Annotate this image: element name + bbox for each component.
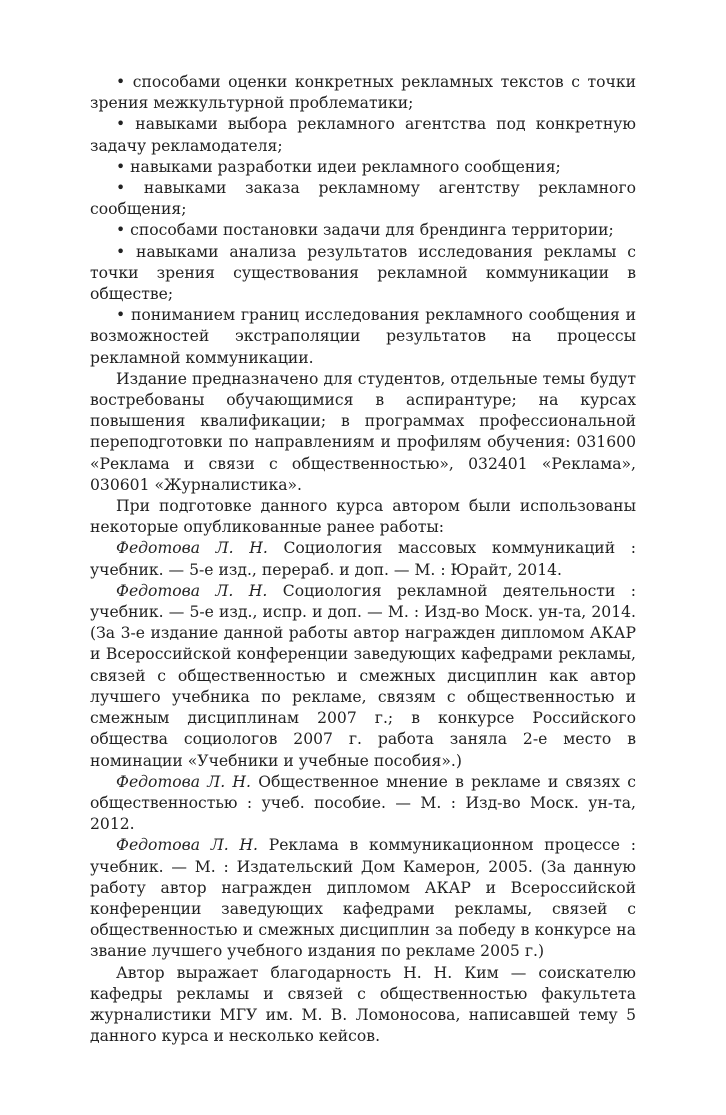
reference-entry: Федотова Л. Н. Социология массовых коммуникаций : учебник. — 5-е изд., перераб. и доп. — М. : Юрайт, 2014. (90, 539, 636, 579)
reference-author: Федотова Л. Н. (116, 836, 258, 855)
body-paragraph: При подготовке данного курса автором были использованы некоторые опубликованные ранее работы: (90, 497, 636, 537)
reference-entry: Федотова Л. Н. Социология рекламной деятельности : учебник. — 5-е изд., испр. и доп. — М. : Изд-во Моск. ун-та, 2014. (За 3-е издание данной работы автор награжден дипломом АКАР и Всероссийской конференции заведующих кафедрами рекламы, связей с общественностью и смежных дисциплин как автор лучшего учебника по рекламе, связям с общественностью и смежным дисциплинам 2007 г.; в конкурсе Российского общества социологов 2007 г. работа заняла 2-е место в номинации «Учебники и учебные пособия».) (90, 581, 636, 770)
bullet-item: • навыками заказа рекламному агентству рекламного сообщения; (90, 179, 636, 219)
reference-author: Федотова Л. Н. (116, 581, 268, 600)
acknowledgement-paragraph: Автор выражает благодарность Н. Н. Ким — соискателю кафедры рекламы и связей с общественностью факультета журналистики МГУ им. М. В. Ломоносова, написавшей тему 5 данного курса и несколько кейсов. (90, 963, 636, 1046)
bullet-item: • пониманием границ исследования рекламного сообщения и возможностей экстраполяции результатов на процессы рекламной коммуникации. (90, 306, 636, 367)
page-body (90, 72, 636, 1047)
reference-author: Федотова Л. Н. (116, 772, 251, 791)
reference-entry: Федотова Л. Н. Реклама в коммуникационном процессе : учебник. — М. : Издательский Дом Камерон, 2005. (За данную работу автор награжден дипломом АКАР и Всероссийской конференции заведующих кафедрами рекламы, связей с общественностью и смежных дисциплин за победу в конкурсе на звание лучшего учебного издания по рекламе 2005 г.) (90, 836, 636, 961)
bullet-item: • способами оценки конкретных рекламных текстов с точки зрения межкультурной проблематики; (90, 73, 636, 113)
bullet-item: • навыками анализа результатов исследования рекламы с точки зрения существования рекламной коммуникации в обществе; (90, 242, 636, 304)
reference-entry: Федотова Л. Н. Общественное мнение в рекламе и связях с общественностью : учеб. пособие. — М. : Изд-во Моск. ун-та, 2012. (90, 772, 636, 834)
body-paragraph: Издание предназначено для студентов, отдельные темы будут востребованы обучающимися в аспирантуре; на курсах повышения квалификации; в программах профессиональной переподготовки по направлениям и профилям обучения: 031600 «Реклама и связи с общественностью», 032401 «Реклама», 030601 «Журналистика». (90, 369, 636, 494)
reference-author: Федотова Л. Н. (116, 539, 268, 558)
bullet-item: • навыками разработки идеи рекламного сообщения; (116, 157, 561, 176)
bullet-item: • навыками выбора рекламного агентства под конкретную задачу рекламодателя; (90, 115, 636, 155)
bullet-item: • способами постановки задачи для брендинга территории; (116, 221, 614, 240)
